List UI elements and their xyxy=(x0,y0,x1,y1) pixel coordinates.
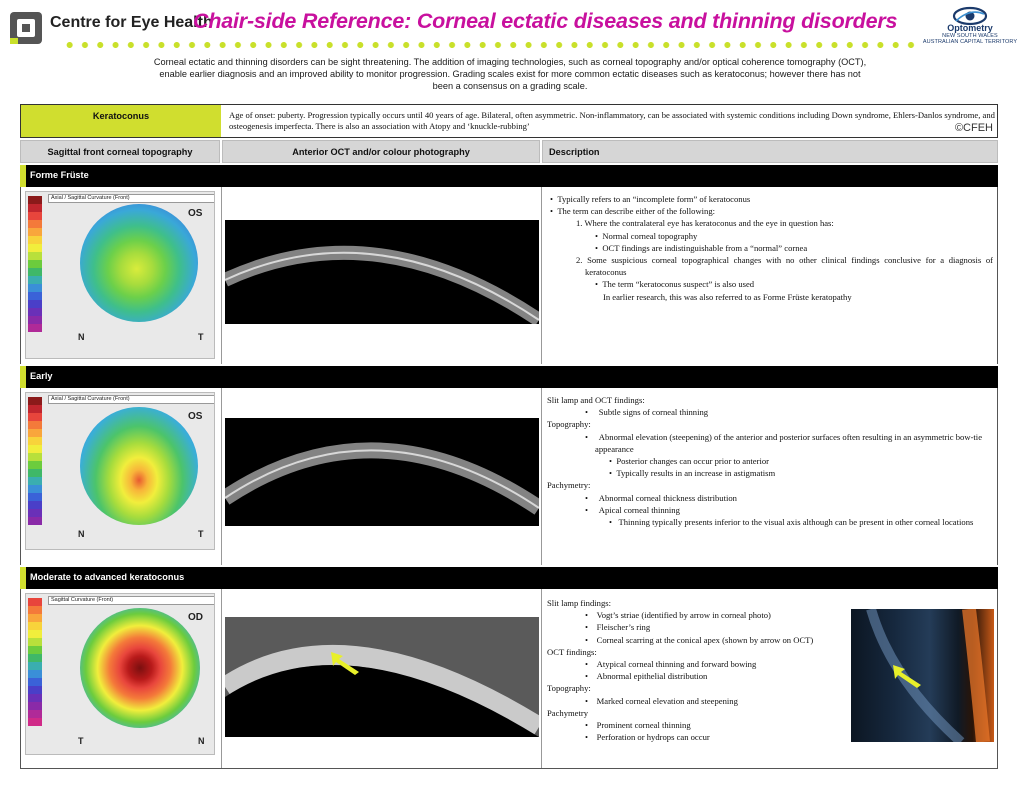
description-early xyxy=(547,394,993,528)
map-type-dropdown: Sagittal Curvature (Front) xyxy=(48,596,215,605)
list-item: • Abnormal epithelial distribution xyxy=(585,671,708,682)
color-scale xyxy=(28,196,42,332)
optometry-sub-1: NEW SOUTH WALES xyxy=(942,33,998,39)
list-item: • Thinning typically presents inferior to the visual axis although can be present in other corneal locations xyxy=(609,517,974,528)
section-bar-forme-fruste xyxy=(20,165,998,187)
list-heading: Slit lamp findings: xyxy=(547,598,611,608)
intro-line-3: been a consensus on a grading scale. xyxy=(432,81,588,91)
list-item: • Posterior changes can occur prior to anterior xyxy=(609,456,770,467)
section-title-forme-fruste: Forme Früste xyxy=(30,170,89,180)
column-divider xyxy=(541,187,542,364)
arrow-icon xyxy=(329,650,363,676)
nasal-label: N xyxy=(78,529,85,539)
oct-scan-forme-fruste xyxy=(225,220,539,324)
list-heading: Pachymetry xyxy=(547,707,589,718)
color-scale xyxy=(28,397,42,525)
nasal-label: N xyxy=(198,736,205,746)
color-scale xyxy=(28,598,42,726)
list-item: • Atypical corneal thinning and forward bowing xyxy=(585,659,757,670)
column-divider xyxy=(541,589,542,768)
topography-map-early xyxy=(25,392,215,550)
arrow-icon xyxy=(891,663,925,689)
oct-cornea-graphic xyxy=(225,617,539,737)
curvature-map xyxy=(80,407,198,525)
topography-map-forme-fruste xyxy=(25,191,215,359)
column-divider xyxy=(221,187,222,364)
description-moderate xyxy=(547,597,847,743)
copyright-mark: ©CFEH xyxy=(954,122,993,134)
section-forme-fruste xyxy=(20,187,998,364)
column-divider xyxy=(541,388,542,565)
cfeh-logo xyxy=(8,8,213,38)
eye-label: OD xyxy=(188,612,203,623)
list-heading: Topography: xyxy=(547,419,591,430)
column-header-topography: Sagittal front corneal topography xyxy=(20,140,220,163)
list-item: • Vogt’s striae (identified by arrow in corneal photo) xyxy=(585,610,771,621)
list-item: • Normal corneal topography xyxy=(595,230,698,241)
page-title: Chair-side Reference: Corneal ectatic diseases and thinning disorders xyxy=(193,9,898,33)
temporal-label: T xyxy=(198,529,204,539)
column-headers xyxy=(20,140,998,163)
list-item: • Corneal scarring at the conical apex (shown by arrow on OCT) xyxy=(585,634,814,645)
section-title-early: Early xyxy=(30,371,53,381)
section-moderate xyxy=(20,589,998,768)
list-item: • Abnormal corneal thickness distribution xyxy=(585,492,737,503)
list-item: • Prominent corneal thinning xyxy=(585,720,691,731)
list-heading: Pachymetry: xyxy=(547,480,591,491)
list-item: • Typically refers to an “incomplete form” of keratoconus xyxy=(550,194,751,204)
section-bar-moderate xyxy=(20,567,998,589)
map-type-dropdown: Axial / Sagittal Curvature (Front) xyxy=(48,395,215,404)
topography-map-moderate xyxy=(25,593,215,755)
nasal-label: N xyxy=(78,332,85,342)
column-header-oct: Anterior OCT and/or colour photography xyxy=(222,140,540,163)
intro-line-2: enable earlier diagnosis and an improved ability to monitor progression. Grading scales exist for more common ectatic diseases such as keratoconus; however there has not xyxy=(159,69,861,79)
section-accent xyxy=(20,567,26,589)
eye-label: OS xyxy=(188,208,203,219)
list-item: • Typically results in an increase in astigmatism xyxy=(609,468,776,479)
column-divider xyxy=(221,589,222,768)
oct-scan-moderate xyxy=(225,617,539,737)
table-bottom-rule xyxy=(20,768,998,769)
list-item: • OCT findings are indistinguishable from a “normal” cornea xyxy=(595,242,808,253)
map-type-dropdown: Axial / Sagittal Curvature (Front) xyxy=(48,194,215,203)
optometry-logo xyxy=(920,4,1020,52)
list-item: • Apical corneal thinning xyxy=(585,504,680,515)
column-header-description: Description xyxy=(542,140,998,163)
condition-label: Keratoconus xyxy=(21,105,221,137)
section-early xyxy=(20,388,998,565)
list-item: • Abnormal elevation (steepening) of the anterior and posterior surfaces often resulting in an asymmetric bow-tie appearance xyxy=(585,431,983,454)
section-accent xyxy=(20,366,26,388)
temporal-label: T xyxy=(78,736,84,746)
description-forme-fruste xyxy=(547,193,993,303)
list-item: • Marked corneal elevation and steepening xyxy=(585,695,738,706)
list-item: • Subtle signs of corneal thinning xyxy=(585,407,709,418)
column-divider xyxy=(221,388,222,565)
list-heading: Topography: xyxy=(547,683,591,694)
list-heading: OCT findings: xyxy=(547,646,597,657)
intro-line-1: Corneal ectatic and thinning disorders can be sight threatening. The addition of imaging technologies, such as corneal topography and/or optical coherence tomography (OCT), xyxy=(153,57,867,67)
cfeh-logo-text: Centre for Eye Health xyxy=(50,14,213,31)
temporal-label: T xyxy=(198,332,204,342)
section-accent xyxy=(20,165,26,187)
list-heading: Slit lamp and OCT findings: xyxy=(547,395,645,405)
section-bar-early xyxy=(20,366,998,388)
list-item: In earlier research, this was also referred to as Forme Früste keratopathy xyxy=(603,291,852,302)
eye-label: OS xyxy=(188,411,203,422)
list-item: 1. Where the contralateral eye has keratoconus and the eye in question has: xyxy=(576,218,834,229)
list-item: 2. Some suspicious corneal topographical changes with no other clinical findings conclusive for a diagnosis of keratoconus xyxy=(576,255,993,278)
condition-description: Age of onset: puberty. Progression typically occurs until 40 years of age. Bilateral, often asymmetric. Non-inflammatory, can be associated with systemic conditions including Down syndrome, Ehlers-Danlos syndrome, and osteogenesis imperfecta. There is also an association with Atopy and ‘knuckle-rubbing’ xyxy=(229,110,995,131)
oct-scan-early xyxy=(225,418,539,526)
optometry-brand: Optometry xyxy=(947,23,993,33)
curvature-map xyxy=(80,608,200,728)
oct-cornea-graphic xyxy=(225,220,539,324)
list-item: • The term “keratoconus suspect” is also used xyxy=(595,279,755,290)
list-item: • Perforation or hydrops can occur xyxy=(585,732,710,743)
corneal-photo-moderate xyxy=(851,609,994,742)
curvature-map xyxy=(80,204,198,322)
oct-cornea-graphic xyxy=(225,418,539,526)
section-title-moderate: Moderate to advanced keratoconus xyxy=(30,572,185,582)
optometry-logo-mark-icon xyxy=(952,6,988,26)
dotted-divider xyxy=(62,41,917,49)
list-item: • The term can describe either of the following: xyxy=(550,206,716,217)
intro-paragraph xyxy=(80,56,940,92)
cfeh-logo-mark-icon xyxy=(8,10,44,46)
optometry-sub-2: AUSTRALIAN CAPITAL TERRITORY xyxy=(922,39,1018,45)
list-item: • Fleischer’s ring xyxy=(585,622,651,633)
condition-row xyxy=(20,105,998,138)
